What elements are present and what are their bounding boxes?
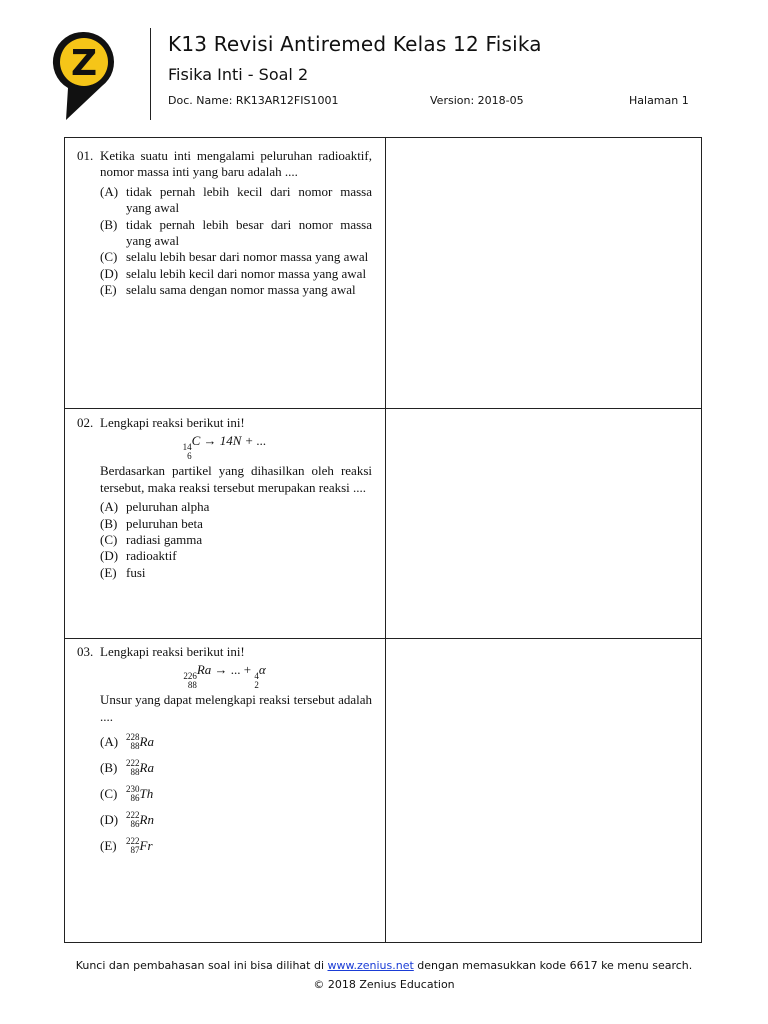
mass-number: 222 xyxy=(126,810,140,821)
equation-rest: → 14N + ... xyxy=(200,433,267,449)
question-number: 01. xyxy=(77,148,94,163)
mass-number: 222 xyxy=(126,836,140,847)
mass-number: 222 xyxy=(126,758,140,769)
header-divider xyxy=(150,28,151,120)
option-text: fusi xyxy=(126,564,146,580)
option-b xyxy=(100,516,372,532)
element-symbol: Ra xyxy=(139,734,154,750)
element-symbol: Ra xyxy=(196,662,212,678)
option-c xyxy=(100,785,372,803)
atomic-number: 88 xyxy=(187,680,197,691)
option-d xyxy=(100,266,372,282)
option-label: (D) xyxy=(100,812,119,828)
question-text: Lengkapi reaksi berikut ini! xyxy=(100,644,245,659)
footer-text: Kunci dan pembahasan soal ini bisa dilihat di xyxy=(75,959,328,972)
option-label: (B) xyxy=(100,515,118,531)
row-divider xyxy=(64,638,702,639)
equation-middle: → ... + xyxy=(211,662,255,678)
question-01 xyxy=(77,148,372,299)
alpha-symbol: α xyxy=(258,662,266,678)
element-symbol: Fr xyxy=(139,838,153,854)
option-text: peluruhan alpha xyxy=(126,499,210,515)
atomic-number: 6 xyxy=(187,451,192,462)
option-label: (A) xyxy=(100,499,119,515)
mass-number: 230 xyxy=(126,784,140,795)
option-c xyxy=(100,532,372,548)
option-label: (E) xyxy=(100,564,117,580)
option-label: (A) xyxy=(100,183,119,199)
option-b xyxy=(100,759,372,777)
column-divider xyxy=(385,137,386,943)
atomic-number: 2 xyxy=(254,680,259,691)
question-03 xyxy=(77,644,372,863)
option-text: selalu sama dengan nomor massa yang awal xyxy=(126,282,356,298)
mass-number: 4 xyxy=(254,671,259,682)
version: Version: 2018-05 xyxy=(430,94,524,107)
option-a xyxy=(100,184,372,217)
option-b xyxy=(100,217,372,250)
option-text: radioaktif xyxy=(126,548,177,564)
question-number: 03. xyxy=(77,644,94,659)
mass-number: 228 xyxy=(126,732,140,743)
copyright: © 2018 Zenius Education xyxy=(313,978,455,991)
option-e xyxy=(100,282,372,298)
option-label: (D) xyxy=(100,548,119,564)
page-number: Halaman 1 xyxy=(629,94,689,107)
question-number: 02. xyxy=(77,415,94,430)
option-text: radiasi gamma xyxy=(126,532,203,548)
mass-number: 14 xyxy=(182,442,192,453)
question-text: Ketika suatu inti mengalami peluruhan radioaktif, nomor massa inti yang baru adalah .... xyxy=(100,148,372,180)
option-text: selalu lebih kecil dari nomor massa yang awal xyxy=(126,265,367,281)
option-e xyxy=(100,837,372,855)
option-label: (A) xyxy=(100,734,119,750)
option-d xyxy=(100,811,372,829)
atomic-number: 87 xyxy=(130,845,140,856)
option-c xyxy=(100,249,372,265)
option-label: (C) xyxy=(100,532,118,548)
reaction-equation xyxy=(77,662,372,690)
element-symbol: Th xyxy=(139,786,154,802)
option-label: (B) xyxy=(100,760,118,776)
option-text: tidak pernah lebih besar dari nomor massa yang awal xyxy=(126,216,372,249)
page-title: K13 Revisi Antiremed Kelas 12 Fisika xyxy=(168,32,542,56)
option-text: selalu lebih besar dari nomor massa yang awal xyxy=(126,249,369,265)
question-text-2: Berdasarkan partikel yang dihasilkan oleh reaksi tersebut, maka reaksi tersebut merupakan reaksi .... xyxy=(100,463,372,495)
atomic-number: 86 xyxy=(130,819,140,830)
zenius-link[interactable]: www.zenius.net xyxy=(327,959,414,972)
atomic-number: 86 xyxy=(130,793,140,804)
option-label: (B) xyxy=(100,216,118,232)
question-text-2: Unsur yang dapat melengkapi reaksi tersebut adalah .... xyxy=(100,692,372,724)
option-a xyxy=(100,499,372,515)
question-text: Lengkapi reaksi berikut ini! xyxy=(100,415,245,430)
footer-note xyxy=(0,959,768,972)
option-label: (E) xyxy=(100,282,117,298)
mass-number: 226 xyxy=(183,671,197,682)
option-label: (C) xyxy=(100,249,118,265)
element-symbol: C xyxy=(191,433,201,449)
option-d xyxy=(100,548,372,564)
element-symbol: Ra xyxy=(139,760,154,776)
option-text: peluruhan beta xyxy=(126,515,203,531)
reaction-equation xyxy=(77,433,372,461)
atomic-number: 88 xyxy=(130,767,140,778)
zenius-logo xyxy=(52,30,116,122)
option-label: (D) xyxy=(100,265,119,281)
option-label: (E) xyxy=(100,838,117,854)
option-text: tidak pernah lebih kecil dari nomor massa yang awal xyxy=(126,183,372,216)
option-label: (C) xyxy=(100,786,118,802)
element-symbol: Rn xyxy=(139,812,154,828)
footer-text: dengan memasukkan kode 6617 ke menu search. xyxy=(413,959,693,972)
page-subtitle: Fisika Inti - Soal 2 xyxy=(168,65,309,84)
question-02 xyxy=(77,415,372,581)
option-e xyxy=(100,565,372,581)
doc-name: Doc. Name: RK13AR12FIS1001 xyxy=(168,94,339,107)
atomic-number: 88 xyxy=(130,741,140,752)
svg-text:Z: Z xyxy=(70,43,98,84)
row-divider xyxy=(64,408,702,409)
option-a xyxy=(100,733,372,751)
